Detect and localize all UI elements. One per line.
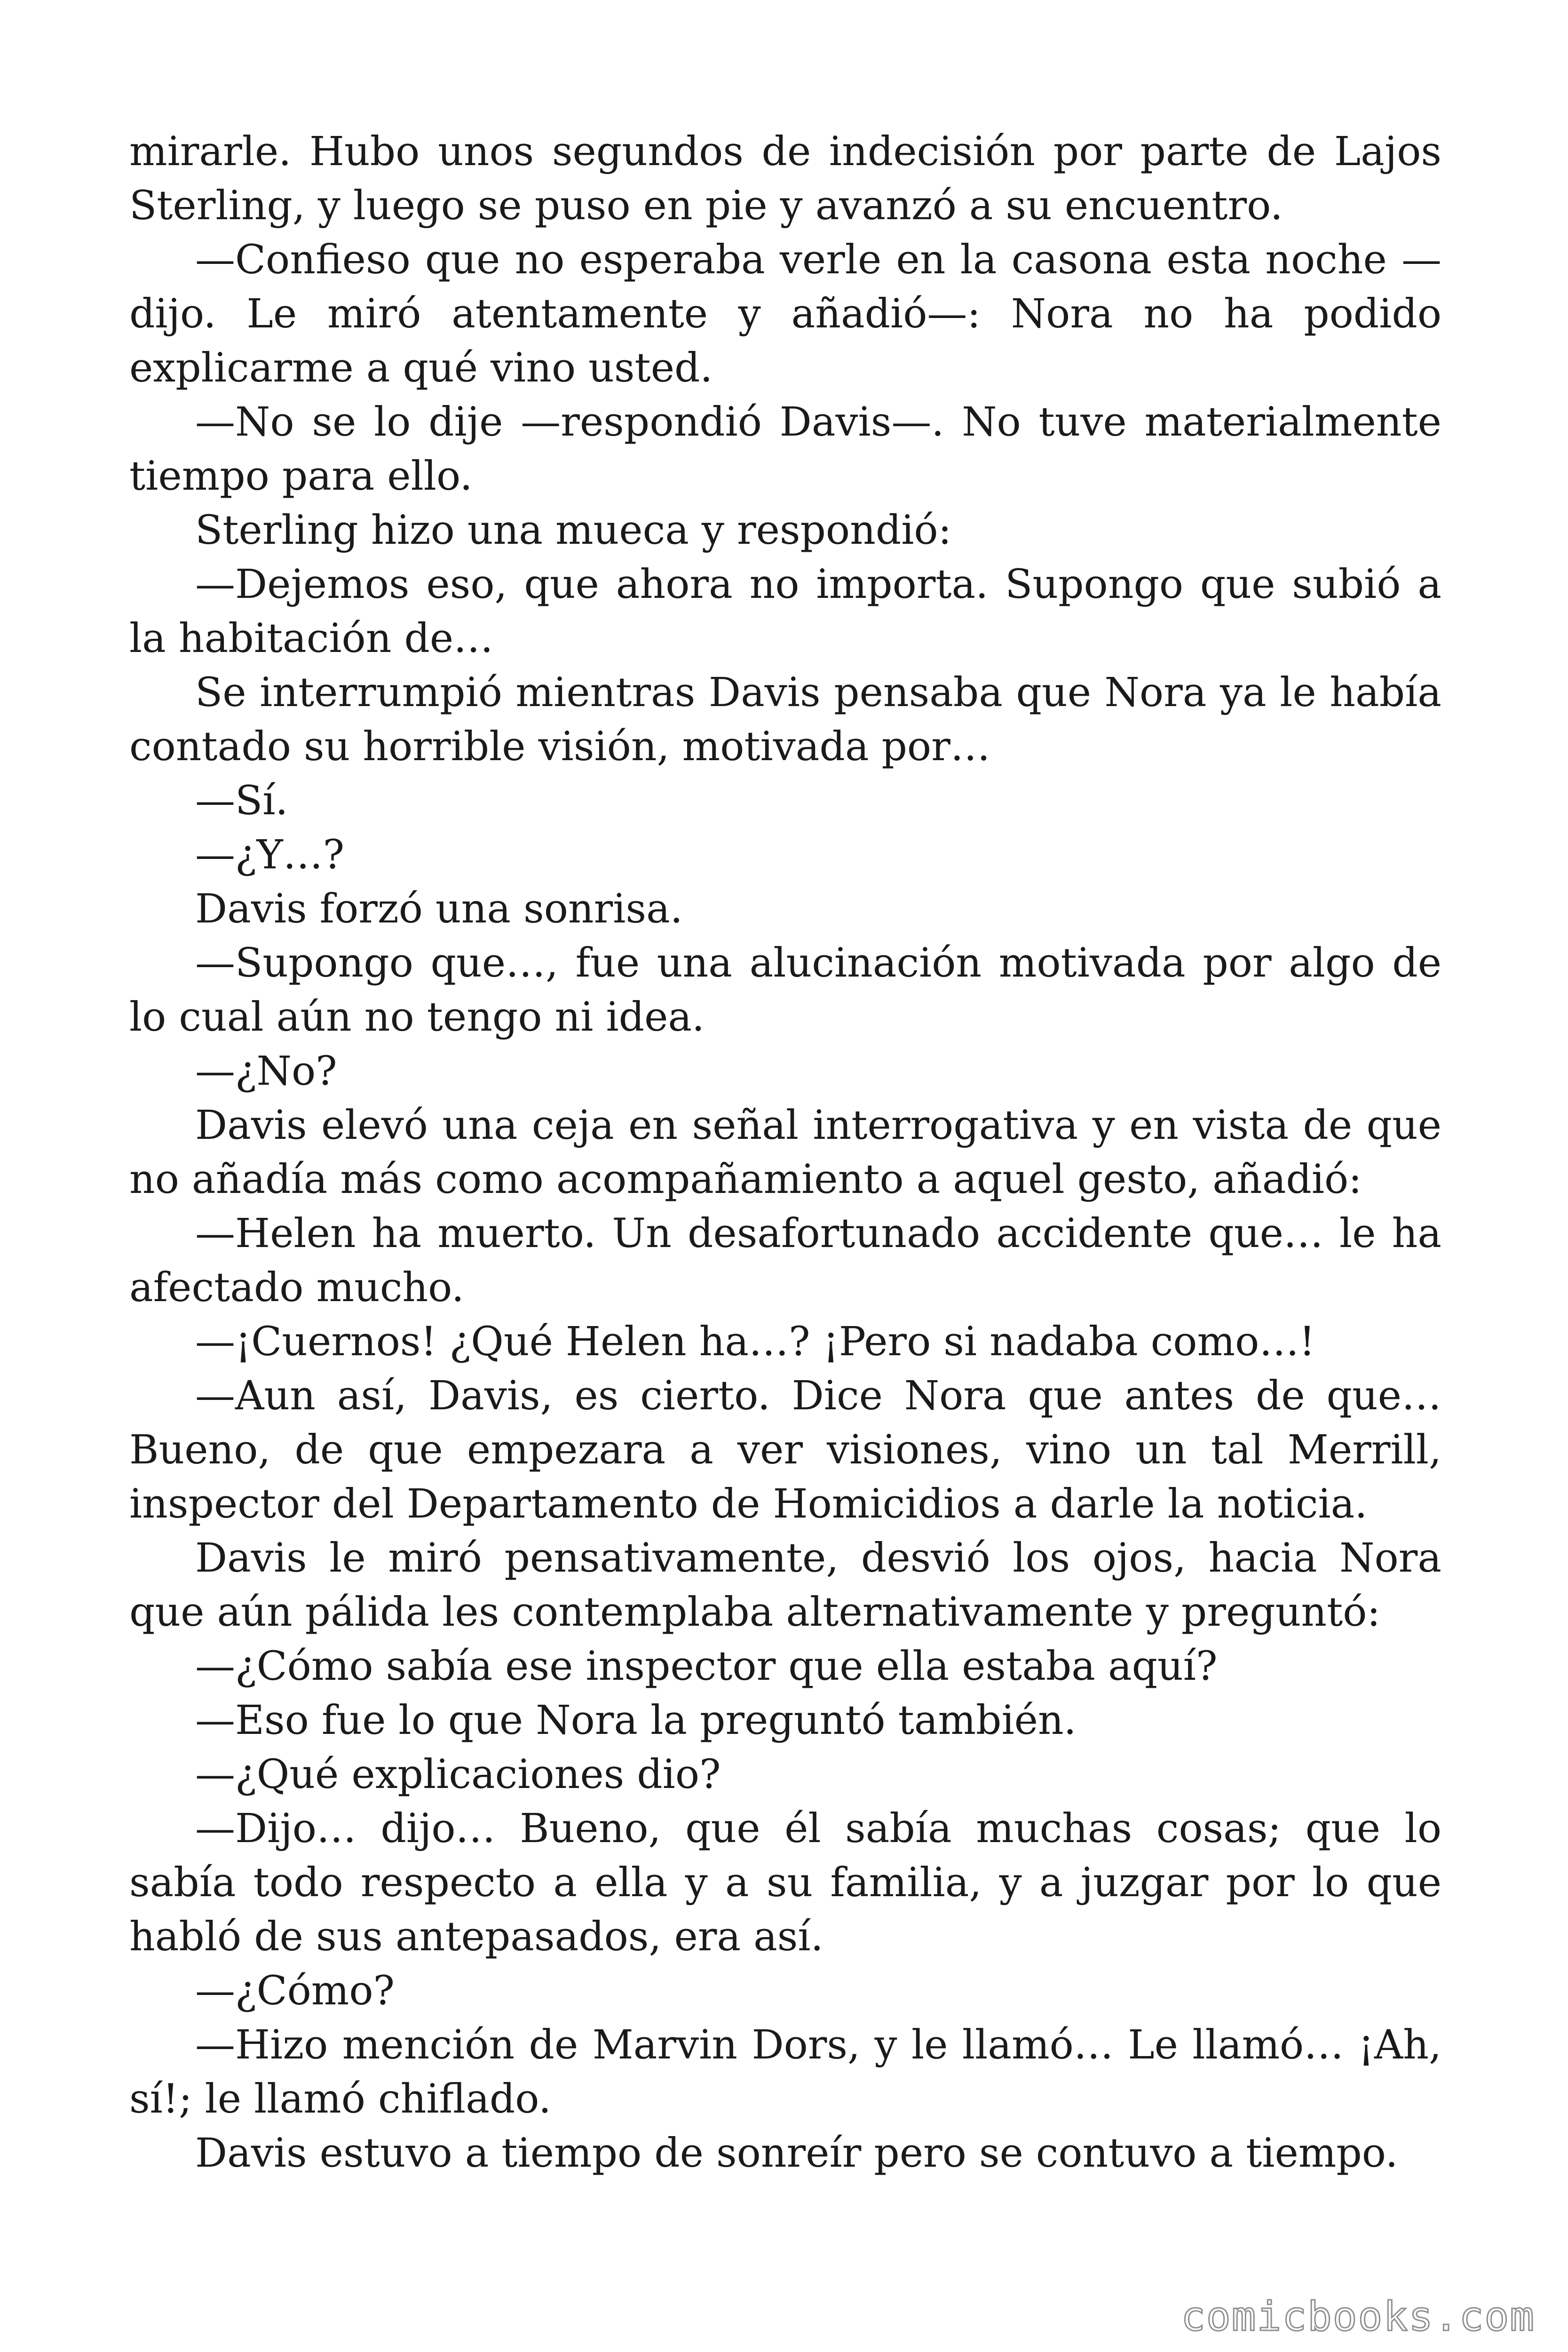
paragraph: —Eso fue lo que Nora la preguntó también. <box>195 1697 1077 1744</box>
paragraph: Davis le miró pensativamente, desvió los ojos, hacia Nora que aún pálida les contemplaba alternativamente y preguntó: <box>129 1535 1441 1636</box>
paragraph: —Helen ha muerto. Un desafortunado accidente que… le ha afectado mucho. <box>129 1210 1441 1311</box>
paragraph: —Hizo mención de Marvin Dors, y le llamó… Le llamó… ¡Ah, sí!; le llamó chiflado. <box>129 2022 1441 2122</box>
paragraph: Davis estuvo a tiempo de sonreír pero se contuvo a tiempo. <box>195 2130 1398 2177</box>
paragraph: —¿Y…? <box>195 832 345 878</box>
paragraph: —Supongo que…, fue una alucinación motivada por algo de lo cual aún no tengo ni idea. <box>129 940 1441 1041</box>
paragraph: —No se lo dije —respondió Davis—. No tuve materialmente tiempo para ello. <box>129 399 1441 500</box>
paragraph: Sterling hizo una mueca y respondió: <box>195 507 952 554</box>
paragraph: Davis forzó una sonrisa. <box>195 886 683 932</box>
paragraph: —Dejemos eso, que ahora no importa. Supongo que subió a la habitación de… <box>129 561 1441 662</box>
paragraph: —Dijo… dijo… Bueno, que él sabía muchas cosas; que lo sabía todo respecto a ella y a su familia, y a juzgar por lo que habló de sus antepasados, era así. <box>129 1805 1441 1960</box>
paragraph: —Sí. <box>195 778 288 824</box>
book-page-text <box>129 125 1441 2180</box>
paragraph: Se interrumpió mientras Davis pensaba que Nora ya le había contado su horrible visión, motivada por… <box>129 669 1441 770</box>
paragraph: —¿Cómo? <box>195 1968 395 2014</box>
paragraph: —Aun así, Davis, es cierto. Dice Nora que antes de que… Bueno, de que empezara a ver visiones, vino un tal Merrill, inspector del Departamento de Homicidios a darle la noticia. <box>129 1373 1441 1527</box>
paragraph: —¿Cómo sabía ese inspector que ella estaba aquí? <box>195 1643 1218 1690</box>
paragraph: —Confieso que no esperaba verle en la casona esta noche —dijo. Le miró atentamente y añadió—: Nora no ha podido explicarme a qué vino usted. <box>129 237 1441 391</box>
watermark: comicbooks.com <box>1181 2293 1535 2340</box>
paragraph: —¡Cuernos! ¿Qué Helen ha…? ¡Pero si nadaba como…! <box>195 1319 1315 1365</box>
paragraph: Davis elevó una ceja en señal interrogativa y en vista de que no añadía más como acompañamiento a aquel gesto, añadió: <box>129 1102 1441 1203</box>
paragraph: —¿Qué explicaciones dio? <box>195 1751 721 1798</box>
paragraph: mirarle. Hubo unos segundos de indecisión por parte de Lajos Sterling, y luego se puso en pie y avanzó a su encuentro. <box>129 128 1441 229</box>
paragraph: —¿No? <box>195 1048 337 1095</box>
